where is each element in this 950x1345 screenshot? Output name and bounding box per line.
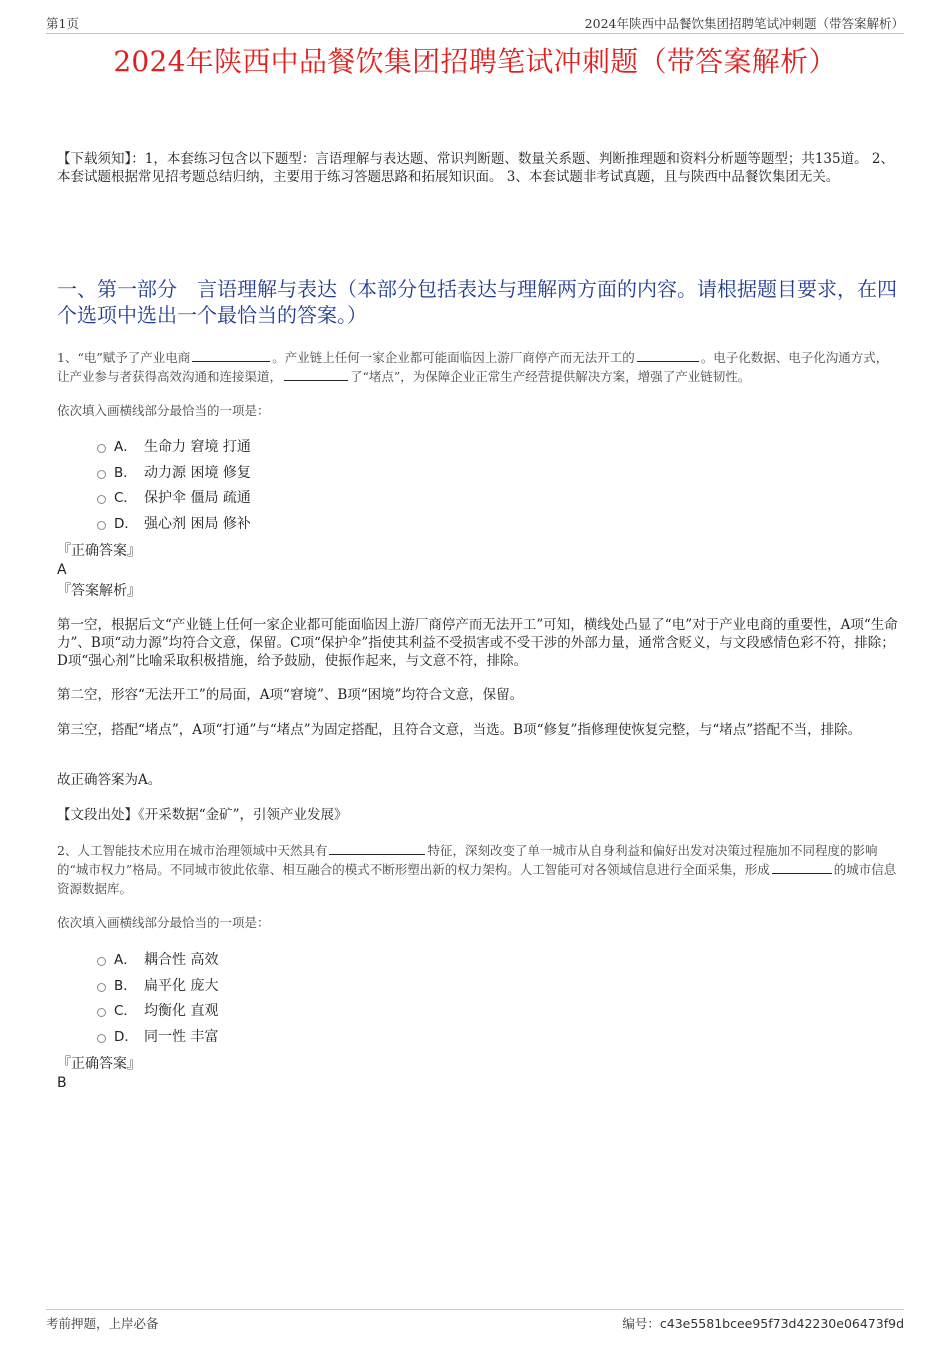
page-number: 第1页 (46, 16, 79, 31)
analysis-paragraph-2: 第二空，形容“无法开工”的局面，A项“窘境”、B项“困境”均符合文意，保留。 (57, 687, 524, 703)
question-1-prompt: 依次填入画横线部分最恰当的一项是： (57, 403, 270, 418)
page-title: 2024年陕西中品餐饮集团招聘笔试冲刺题（带答案解析） (113, 45, 837, 78)
footer-divider (46, 1309, 904, 1310)
radio-icon[interactable] (97, 983, 106, 992)
question-2-stem: 2、人工智能技术应用在城市治理领域中天然具有 特征，深刻改变了单一城市从自身利益和偏好出发对决策过程施加不同程度的影响的“城市权力”格局。不同城市彼此依靠、相互融合的模式不断形塑出新的权力架构。人工智能可对各领域信息进行全面采集，形成 的城市信息资源数据库。 (57, 843, 897, 896)
option-b[interactable]: B． 动力源 困境 修复 (97, 463, 497, 489)
option-a[interactable]: A． 耦合性 高效 (97, 950, 497, 976)
source-citation: 【文段出处】《开采数据“金矿”，引领产业发展》 (57, 807, 348, 823)
footer-slogan: 考前押题，上岸必备 (46, 1316, 159, 1331)
fill-blank (192, 350, 270, 362)
option-c[interactable]: C． 均衡化 直观 (97, 1001, 497, 1027)
correct-answer: A (57, 562, 67, 578)
radio-icon[interactable] (97, 957, 106, 966)
option-d[interactable]: D． 强心剂 困局 修补 (97, 514, 497, 540)
correct-answer: B (57, 1075, 67, 1091)
analysis-conclusion: 故正确答案为A。 (57, 772, 162, 788)
page-footer (46, 1314, 904, 1332)
radio-icon[interactable] (97, 1008, 106, 1017)
fill-blank (637, 350, 699, 362)
option-d[interactable]: D． 同一性 丰富 (97, 1027, 497, 1053)
radio-icon[interactable] (97, 444, 106, 453)
question-1-options (97, 437, 497, 539)
page-header (46, 14, 904, 32)
section-number: 一、第一部分 (57, 277, 177, 301)
correct-answer-label: 『正确答案』 (57, 1056, 141, 1072)
question-2-prompt: 依次填入画横线部分最恰当的一项是： (57, 915, 270, 930)
correct-answer-label: 『正确答案』 (57, 543, 141, 559)
radio-icon[interactable] (97, 521, 106, 530)
fill-blank (329, 843, 425, 855)
question-1-stem: 1、“电”赋予了产业电商 。产业链上任何一家企业都可能面临因上游厂商停产而无法开工的 。电子化数据、电子化沟通方式，让产业参与者获得高效沟通和连接渠道， 了“堵点”，为保障企业正常生产经营提供解决方案，增强了产业链韧性。 (57, 350, 889, 384)
document-code: 编号：c43e5581bcee95f73d42230e06473f9d (622, 1316, 904, 1331)
option-c[interactable]: C． 保护伞 僵局 疏通 (97, 488, 497, 514)
question-2-options (97, 950, 497, 1052)
header-doc-title: 2024年陕西中品餐饮集团招聘笔试冲刺题（带答案解析） (584, 16, 904, 31)
fill-blank (772, 862, 832, 874)
analysis-paragraph-3: 第三空，搭配“堵点”，A项“打通”与“堵点”为固定搭配，且符合文意，当选。B项“修复”指修理使恢复完整，与“堵点”搭配不当，排除。 (57, 722, 862, 738)
radio-icon[interactable] (97, 470, 106, 479)
analysis-label: 『答案解析』 (57, 583, 141, 599)
fill-blank (284, 369, 348, 381)
radio-icon[interactable] (97, 495, 106, 504)
section-description: 言语理解与表达（本部分包括表达与理解两方面的内容。请根据题目要求，在四个选项中选出一个最恰当的答案。） (57, 277, 897, 327)
download-notice: 【下载须知】：1，本套练习包含以下题型：言语理解与表达题、常识判断题、数量关系题、判断推理题和资料分析题等题型；共135道。 2、本套试题根据常见招考题总结归纳，主要用于练习答题思路和拓展知识面。 3、本套试题非考试真题，且与陕西中品餐饮集团无关。 (57, 151, 894, 185)
header-divider (46, 33, 904, 34)
option-a[interactable]: A． 生命力 窘境 打通 (97, 437, 497, 463)
option-b[interactable]: B． 扁平化 庞大 (97, 976, 497, 1002)
radio-icon[interactable] (97, 1034, 106, 1043)
analysis-paragraph-1: 第一空，根据后文“产业链上任何一家企业都可能面临因上游厂商停产而无法开工”可知，横线处凸显了“电”对于产业电商的重要性，A项“生命力”、B项“动力源”均符合文意，保留。C项“保护伞”指使其利益不受损害或不受干涉的外部力量，通常含贬义，与文段感情色彩不符，排除；D项“强心剂”比喻采取积极措施，给予鼓励，使振作起来，与文意不符，排除。 (57, 617, 898, 669)
section-heading (57, 276, 899, 328)
